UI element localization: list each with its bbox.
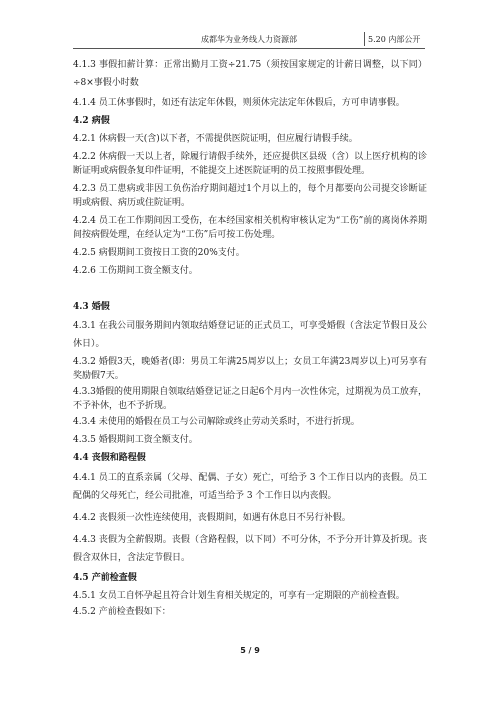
- header-org: 成都华为业务线人力资源部: [201, 35, 297, 44]
- paragraph-4-2-1: 4.2.1 休病假一天(含)以下者，不需提供医院证明，但应履行请假手续。: [73, 134, 358, 144]
- paragraph-4-2-2: 4.2.2 休病假一天以上者，除履行请假手续外，还应提供区县级（含）以上医疗机构的诊断证明或病假条复印件证明，不能提交上述医院证明的员工按照事假处理。: [73, 152, 427, 176]
- heading-4-2: 4.2 病假: [73, 116, 110, 126]
- page-header: [73, 34, 425, 49]
- paragraph-4-4-2: 4.4.2 丧假须一次性连续使用，丧假期间，如遇有休息日不另行补假。: [73, 513, 351, 523]
- paragraph-4-1-3: 4.1.3 事假扣薪计算：正常出勤月工资÷21.75（须按国家规定的计薪日调整，以下同）÷8×事假小时数: [73, 60, 427, 88]
- header-divider: [364, 32, 365, 46]
- paragraph-4-2-5: 4.2.5 病假期间工资按日工资的20%支付。: [73, 248, 245, 258]
- paragraph-4-3-5: 4.3.5 婚假期间工资全额支付。: [73, 435, 198, 445]
- heading-4-4: 4.4 丧假和路程假: [73, 453, 146, 463]
- paragraph-4-4-3: 4.4.3 丧假为全薪假期。丧假（含路程假，以下同）不可分休，不予分开计算及折现。丧假含双休日，含法定节假日。: [73, 535, 427, 563]
- heading-4-3: 4.3 婚假: [73, 302, 110, 312]
- paragraph-4-2-4: 4.2.4 员工在工作期间因工受伤，在本经国家相关机构审核认定为“工伤”前的离岗休养期间按病假处理，在经认定为“工伤”后可按工伤处理。: [73, 216, 427, 240]
- paragraph-4-1-4: 4.1.4 员工休事假时，如还有法定年休假，则须休完法定年休假后，方可申请事假。: [73, 98, 405, 108]
- paragraph-4-2-6: 4.2.6 工伤期间工资全额支付。: [73, 266, 198, 276]
- paragraph-4-3-4: 4.3.4 未使用的婚假在员工与公司解除或终止劳动关系时，不进行折现。: [73, 417, 360, 427]
- paragraph-4-5-2: 4.5.2 产前检查假如下：: [73, 607, 171, 617]
- paragraph-4-3-2: 4.3.2 婚假3天，晚婚者(即：男员工年满25周岁以上；女员工年满23周岁以上)可另享有奖励假7天。: [73, 357, 427, 381]
- paragraph-4-4-1: 4.4.1 员工的直系亲属（父母、配偶、子女）死亡，可给予 3 个工作日以内的丧假。员工配偶的父母死亡，经公司批准，可适当给予 3 个工作日以内丧假。: [73, 473, 427, 501]
- paragraph-4-5-1: 4.5.1 女员工自怀孕起且符合计划生育相关规定的，可享有一定期限的产前检查假。: [73, 591, 405, 601]
- document-body: [73, 56, 427, 619]
- page-number: 5 / 9: [240, 646, 260, 655]
- paragraph-4-3-1: 4.3.1 在我公司服务期间内领取结婚登记证的正式员工，可享受婚假（含法定节假日及公休日）。: [73, 321, 427, 349]
- paragraph-4-3-3: 4.3.3婚假的使用期限自领取结婚登记证之日起6个月内一次性休完，过期视为员工放弃，不予补休，也不予折现。: [73, 387, 427, 411]
- paragraph-4-2-3: 4.2.3 员工患病或非因工负伤治疗期间超过1个月以上的，每个月都要向公司提交诊断证明或病假、病历或住院证明。: [73, 184, 427, 208]
- header-version: 5.20 内部公开: [368, 35, 421, 44]
- heading-4-5: 4.5 产前检查假: [73, 573, 137, 583]
